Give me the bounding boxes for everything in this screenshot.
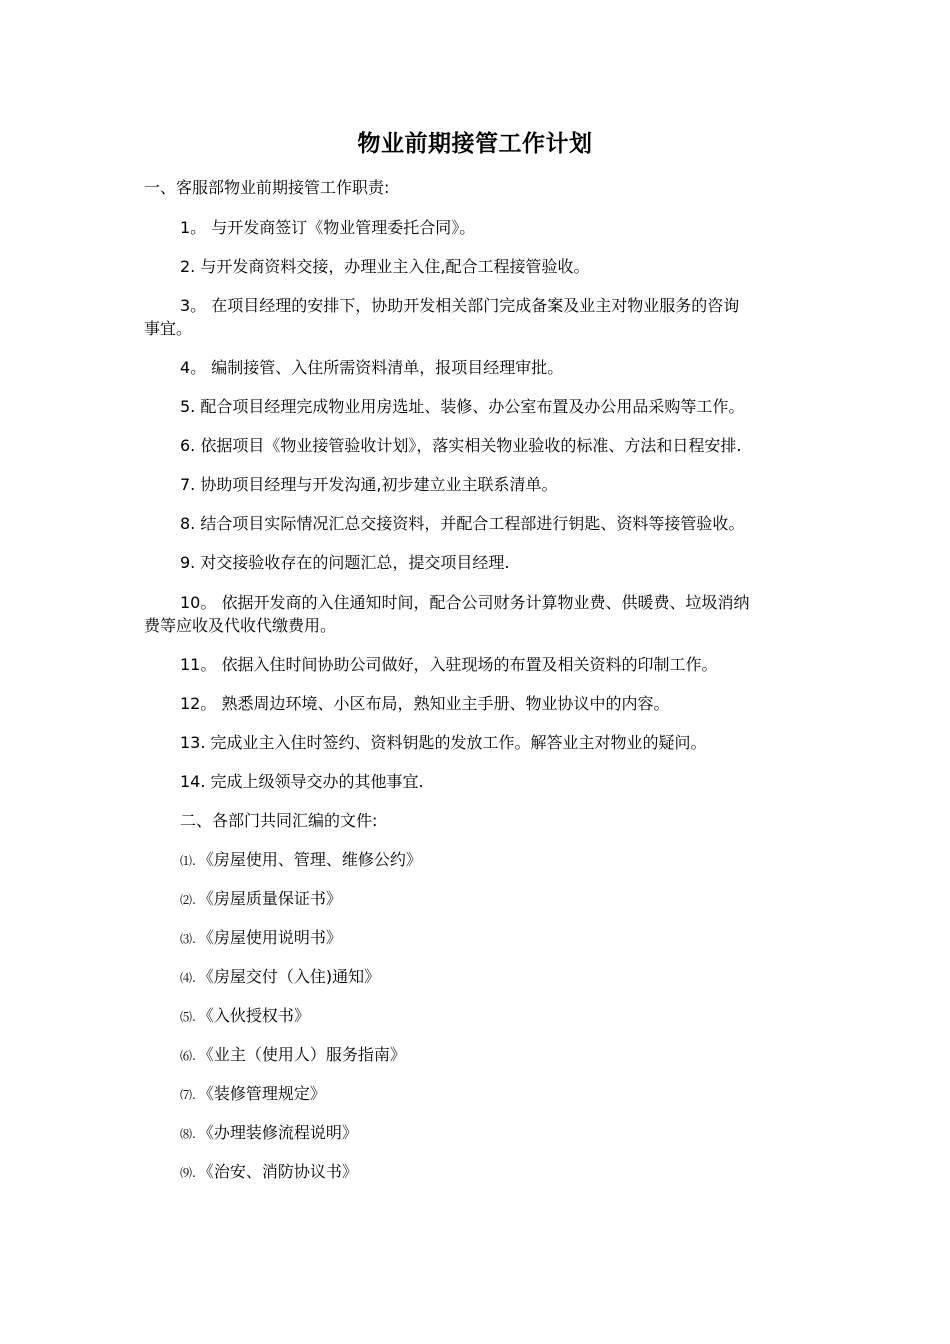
- duty-item-2: 2. 与开发商资料交接，办理业主入住,配合工程接管验收。: [180, 257, 590, 276]
- file-item-title: 《业主（使用人）服务指南》: [197, 1045, 406, 1064]
- duty-item-10-continued: 费等应收及代收代缴费用。: [144, 616, 337, 635]
- file-item-number: ⑼.: [180, 1166, 196, 1180]
- file-item-title: 《房屋交付（入住)通知》: [197, 967, 381, 986]
- duty-item-3-continued: 事宜。: [144, 319, 193, 338]
- file-item-number: ⑴.: [180, 854, 196, 868]
- file-item: [180, 1083, 326, 1106]
- file-item-title: 《治安、消防协议书》: [197, 1162, 358, 1181]
- file-item-title: 《房屋使用说明书》: [197, 928, 342, 947]
- file-item: [180, 1005, 310, 1028]
- file-item: [180, 1161, 358, 1184]
- duty-item-7: 7. 协助项目经理与开发沟通,初步建立业主联系清单。: [180, 475, 558, 494]
- duty-item-5: 5. 配合项目经理完成物业用房选址、装修、办公室布置及办公用品采购等工作。: [180, 397, 745, 416]
- file-item-number: ⑸.: [180, 1010, 196, 1024]
- file-item: [180, 966, 380, 989]
- file-item-number: ⑹.: [180, 1049, 196, 1063]
- section-heading-files: 二、各部门共同汇编的文件:: [180, 811, 378, 830]
- duty-item-14: 14. 完成上级领导交办的其他事宜.: [180, 772, 424, 791]
- file-item-number: ⑶.: [180, 932, 196, 946]
- duty-item-3: 3。 在项目经理的安排下，协助开发相关部门完成备案及业主对物业服务的咨询: [180, 296, 740, 315]
- duty-item-8: 8. 结合项目实际情况汇总交接资料，并配合工程部进行钥匙、资料等接管验收。: [180, 514, 745, 533]
- duty-item-4: 4。 编制接管、入住所需资料清单，报项目经理审批。: [180, 358, 564, 377]
- file-item-title: 《装修管理规定》: [197, 1084, 326, 1103]
- file-item-title: 《办理装修流程说明》: [197, 1123, 358, 1142]
- file-item-number: ⑺.: [180, 1088, 196, 1102]
- file-item: [180, 888, 342, 911]
- duty-item-1: 1。 与开发商签订《物业管理委托合同》。: [180, 218, 476, 237]
- file-item-number: ⑵.: [180, 893, 196, 907]
- duty-item-11: 11。 依据入住时间协助公司做好，入驻现场的布置及相关资料的印制工作。: [180, 655, 718, 674]
- file-item: [180, 849, 422, 872]
- file-item: [180, 927, 342, 950]
- section-heading-duties: 一、客服部物业前期接管工作职责:: [144, 178, 390, 197]
- file-item: [180, 1122, 358, 1145]
- duty-item-12: 12。 熟悉周边环境、小区布局，熟知业主手册、物业协议中的内容。: [180, 694, 670, 713]
- duty-item-9: 9. 对交接验收存在的问题汇总，提交项目经理.: [180, 553, 510, 572]
- duty-item-13: 13. 完成业主入住时签约、资料钥匙的发放工作。解答业主对物业的疑问。: [180, 733, 707, 752]
- file-item-number: ⑷.: [180, 971, 196, 985]
- file-item-title: 《房屋质量保证书》: [197, 889, 342, 908]
- file-item-number: ⑻.: [180, 1127, 196, 1141]
- duty-item-10: 10。 依据开发商的入住通知时间，配合公司财务计算物业费、供暖费、垃圾消纳: [180, 593, 750, 612]
- duty-item-6: 6. 依据项目《物业接管验收计划》，落实相关物业验收的标准、方法和日程安排.: [180, 436, 742, 455]
- document-title: 物业前期接管工作计划: [357, 131, 593, 157]
- file-item-title: 《入伙授权书》: [197, 1006, 310, 1025]
- file-item-title: 《房屋使用、管理、维修公约》: [197, 850, 422, 869]
- file-item: [180, 1044, 406, 1067]
